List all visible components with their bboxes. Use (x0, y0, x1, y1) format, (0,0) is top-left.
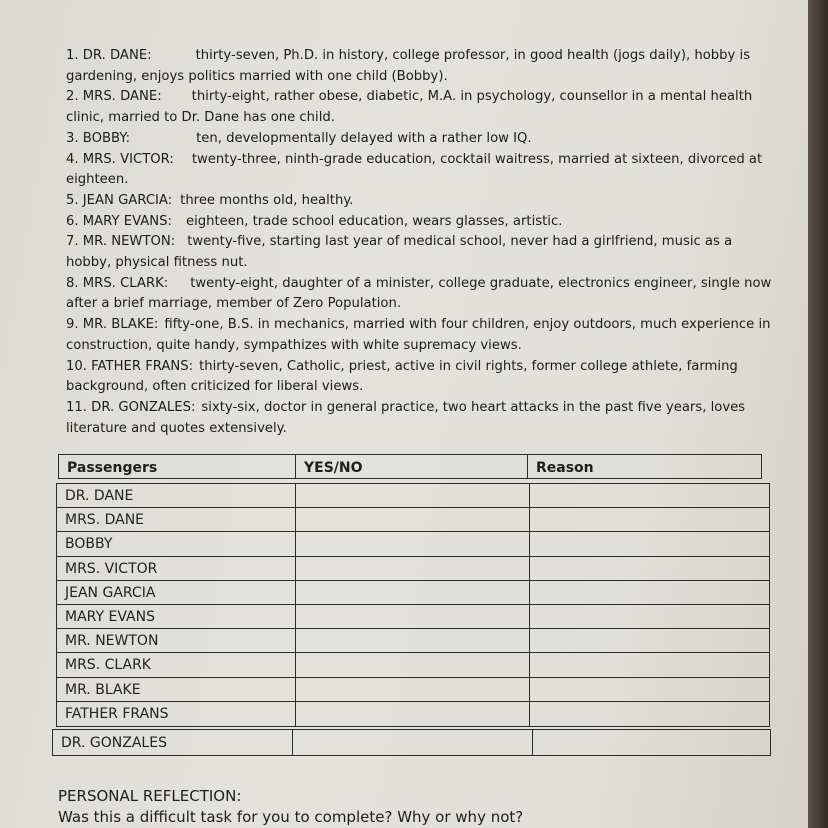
yes-no-cell[interactable] (296, 605, 530, 628)
reason-cell[interactable] (530, 581, 769, 604)
passenger-name: BOBBY (57, 532, 296, 555)
reason-cell[interactable] (530, 508, 769, 531)
reflection-question: Was this a difficult task for you to complete? Why or why not? (58, 808, 524, 826)
entry-mr-newton: 7. MR. NEWTON: twenty-five, starting last year of medical school, never had a girlfriend, music as a hobby, physical fitness nut. (66, 234, 733, 271)
yes-no-cell[interactable] (296, 629, 530, 652)
entry-dr-dane: 1. DR. DANE: thirty-seven, Ph.D. in history, college professor, in good health (jogs daily), hobby is gardening, enjoys politics married with one child (Bobby). (66, 48, 751, 84)
reason-cell[interactable] (530, 605, 769, 628)
yes-no-cell[interactable] (296, 678, 530, 701)
header-passengers: Passengers (59, 455, 296, 478)
table-row (57, 702, 769, 726)
table-row (57, 605, 769, 629)
table-row (57, 581, 769, 605)
table-header (58, 454, 762, 479)
entry-mrs-dane: 2. MRS. DANE: thirty-eight, rather obese, diabetic, M.A. in psychology, counsellor in a mental health clinic, married to Dr. Dane has one child. (66, 89, 753, 126)
entry-bobby: 3. BOBBY: ten, developmentally delayed with a rather low IQ. (66, 130, 532, 146)
passenger-table (56, 483, 770, 727)
reason-cell[interactable] (530, 629, 769, 652)
yes-no-cell[interactable] (296, 581, 530, 604)
table-row (57, 629, 769, 653)
reason-cell[interactable] (530, 484, 769, 507)
header-yes-no: YES/NO (296, 455, 528, 478)
yes-no-cell[interactable] (296, 532, 530, 555)
table-row (57, 678, 769, 702)
reason-cell[interactable] (533, 730, 770, 755)
table-row (57, 508, 769, 532)
entry-dr-gonzales: 11. DR. GONZALES: sixty-six, doctor in general practice, two heart attacks in the past five years, loves literature and quotes extensively. (66, 399, 746, 436)
passenger-name: MR. BLAKE (57, 678, 296, 701)
entry-mary-evans: 6. MARY EVANS: eighteen, trade school education, wears glasses, artistic. (66, 213, 563, 229)
table-row (57, 653, 769, 677)
reflection-heading: PERSONAL REFLECTION: (58, 787, 242, 805)
reason-cell[interactable] (530, 702, 769, 726)
entry-father-frans: 10. FATHER FRANS: thirty-seven, Catholic, priest, active in civil rights, former college athlete, farming background, often criticized for liberal views. (66, 358, 738, 395)
yes-no-cell[interactable] (296, 702, 530, 726)
yes-no-cell[interactable] (296, 653, 530, 676)
entry-mr-blake: 9. MR. BLAKE: fifty-one, B.S. in mechanics, married with four children, enjoy outdoors, much experience in construction, quite handy, sympathizes with white supremacy views. (66, 317, 771, 353)
page-edge-shadow (808, 0, 828, 828)
reason-cell[interactable] (530, 532, 769, 555)
table-row (57, 484, 769, 508)
table-row (57, 557, 769, 581)
header-reason: Reason (536, 460, 594, 476)
passenger-name: MRS. DANE (57, 508, 296, 531)
yes-no-cell[interactable] (296, 484, 530, 507)
yes-no-cell[interactable] (293, 730, 533, 755)
yes-no-cell[interactable] (296, 508, 530, 531)
passenger-name: DR. GONZALES (53, 730, 293, 755)
entry-jean-garcia: 5. JEAN GARCIA: three months old, healthy. (66, 192, 354, 208)
table-row (57, 532, 769, 556)
reason-cell[interactable] (530, 557, 769, 580)
reason-cell[interactable] (530, 678, 769, 701)
passenger-name: MRS. CLARK (57, 653, 296, 676)
entry-mrs-clark: 8. MRS. CLARK: twenty-eight, daughter of a minister, college graduate, electronics engineer, single now after a brief marriage, member of Zero Population. (66, 275, 772, 312)
personal-reflection (58, 786, 523, 828)
yes-no-cell[interactable] (296, 557, 530, 580)
passenger-descriptions (66, 46, 772, 439)
passenger-name: MARY EVANS (57, 605, 296, 628)
table-row-last (52, 729, 771, 756)
passenger-name: DR. DANE (57, 484, 296, 507)
passenger-name: MR. NEWTON (57, 629, 296, 652)
passenger-name: FATHER FRANS (57, 702, 296, 726)
passenger-name: MRS. VICTOR (57, 557, 296, 580)
entry-mrs-victor: 4. MRS. VICTOR: twenty-three, ninth-grade education, cocktail waitress, married at sixteen, divorced at eighteen. (66, 151, 763, 188)
reason-cell[interactable] (530, 653, 769, 676)
passenger-name: JEAN GARCIA (57, 581, 296, 604)
